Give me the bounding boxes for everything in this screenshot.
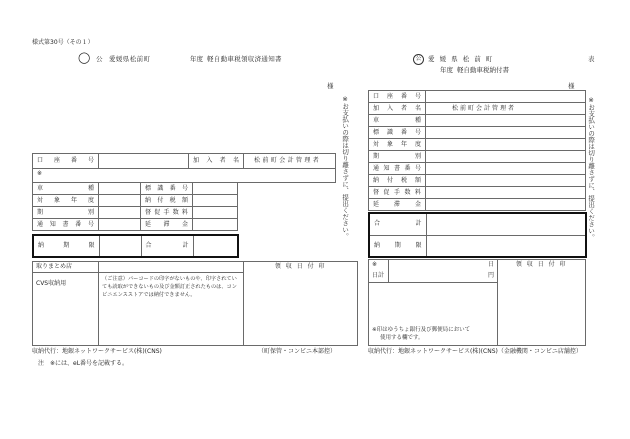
left-due-total-box	[32, 234, 239, 258]
grid-label-cell	[141, 195, 193, 207]
left-el-number-mark: ※	[37, 170, 43, 177]
grid-label-cell	[33, 219, 99, 231]
right-vehicle-type-field	[426, 115, 586, 127]
left-account-row	[33, 154, 336, 169]
grid-label-cell	[141, 183, 193, 195]
circle-mark-icon: ◯	[78, 51, 91, 64]
right-due-date-field	[426, 235, 586, 257]
cvs-label-cell	[33, 273, 99, 346]
day-unit: 日	[487, 261, 494, 269]
right-detail-table	[368, 90, 586, 211]
due-date-field	[99, 235, 141, 257]
grid-label-cell	[33, 207, 99, 219]
right-account-number-field	[426, 91, 586, 103]
due-date-label-cell	[33, 235, 99, 257]
right-holder-value: 松前町会計管理者	[452, 104, 517, 112]
right-receipt-box	[368, 259, 586, 346]
total-label-cell	[141, 235, 193, 257]
right-period-label: 期 別	[373, 152, 421, 160]
table-row	[369, 151, 586, 163]
left-stamp-label: 領 収 日 付 印	[274, 263, 327, 270]
right-label-cell	[369, 91, 426, 103]
postal-note-line-1: ※印はゆうちょ銀行及び郵便局において	[372, 327, 471, 333]
right-period-field	[426, 151, 586, 163]
receipt-mark: ※	[372, 261, 378, 269]
right-label-cell	[369, 175, 426, 187]
table-row	[33, 207, 238, 219]
daily-total-label: 日計	[372, 272, 385, 280]
left-stamp-area	[244, 262, 358, 346]
left-account-number-label-cell	[33, 154, 99, 169]
public-seal-icon	[413, 54, 424, 65]
table-row	[369, 199, 586, 211]
right-label-cell	[369, 139, 426, 151]
target-year-field	[99, 195, 141, 207]
daily-total-label-cell	[369, 271, 389, 283]
cvs-notice: （ご注意）バーコードの印字がないものや、印字されていても読取ができないもの及び金額訂正されたものは、コンビニエンスストアでは納付できません。	[102, 276, 237, 298]
footnote: 注 ※には、eL番号を記載する。	[38, 360, 129, 367]
period-label: 期 別	[37, 208, 94, 216]
cvs-label: CVS収納用	[36, 280, 67, 287]
right-label-cell	[369, 199, 426, 211]
right-stamp-area	[498, 260, 586, 346]
cvs-notice-cell	[99, 273, 244, 346]
table-row	[33, 262, 358, 273]
reminder-fee-field	[193, 207, 238, 219]
left-detail-grid	[32, 182, 238, 231]
vehicle-type-label: 車 種	[37, 184, 94, 192]
table-row	[369, 213, 586, 235]
postal-note-line-2: 使用する欄です。	[380, 335, 424, 341]
table-row	[369, 235, 586, 257]
right-notice-number-field	[426, 163, 586, 175]
left-el-number-cell	[33, 169, 336, 183]
right-target-year-label: 対 象 年 度	[373, 140, 421, 148]
right-label-cell	[369, 187, 426, 199]
left-holder-label-cell	[189, 154, 244, 169]
table-row	[369, 260, 586, 271]
right-label-cell	[369, 163, 426, 175]
left-title: 軽自動車税領収済通知書	[207, 55, 282, 63]
right-total-label: 合 計	[374, 220, 422, 228]
right-late-fee-label: 延 滞 金	[373, 200, 421, 208]
right-reminder-fee-label: 督促手数料	[373, 188, 421, 196]
tax-amount-label: 納 付 税 額	[145, 196, 188, 204]
target-year-label: 対 象 年 度	[37, 196, 94, 204]
left-collection-agent: 収納代行：地銀ネットワークサービス(株)(CNS)	[32, 348, 162, 355]
period-field	[99, 207, 141, 219]
table-row	[369, 139, 586, 151]
left-year-label: 年度	[190, 55, 203, 63]
left-holder-value: 松前町会計管理者	[254, 157, 322, 164]
left-account-number-label: 口 座 番 号	[37, 157, 94, 164]
right-collection-agent: 収納代行：地銀ネットワークサービス(株)(CNS)（金融機関・コンビニ店舗控）	[368, 348, 582, 355]
yen-cell	[389, 271, 498, 283]
right-account-number-label: 口 座 番 号	[373, 92, 421, 100]
table-row	[369, 115, 586, 127]
collecting-store-label-cell	[33, 262, 99, 273]
right-total-label-cell	[369, 213, 426, 235]
total-label: 合 計	[145, 242, 189, 249]
plate-number-label: 標 識 番 号	[145, 184, 188, 192]
table-row	[369, 175, 586, 187]
right-plate-number-field	[426, 127, 586, 139]
table-row	[369, 103, 586, 115]
left-copy-label: （町保管・コンビニ本部控）	[258, 348, 337, 355]
left-holder-value-cell	[244, 154, 336, 169]
right-total-due-box	[368, 212, 587, 258]
right-notice-number-label: 通知書番号	[373, 164, 421, 172]
right-tax-amount-label: 納 付 税 額	[373, 176, 421, 184]
reminder-fee-label: 督促手数料	[145, 208, 188, 216]
notice-number-field	[99, 219, 141, 231]
right-label-cell	[369, 151, 426, 163]
table-row	[33, 183, 238, 195]
table-row	[33, 195, 238, 207]
right-label-cell	[369, 115, 426, 127]
right-vertical-notice: ※お支払いの際は切り離さずに、提出ください。	[587, 96, 596, 241]
side-label: 表	[588, 55, 595, 63]
right-reminder-fee-field	[426, 187, 586, 199]
collecting-store-label: 取りまとめ店	[36, 263, 73, 270]
right-plate-number-label: 標 識 番 号	[373, 128, 421, 136]
right-title: 軽自動車税納付書	[457, 66, 509, 74]
left-el-number-row	[33, 169, 336, 183]
due-date-label: 納 期 限	[38, 242, 95, 249]
late-fee-label: 延 滞 金	[145, 220, 188, 228]
right-due-date-label: 納 期 限	[374, 241, 422, 249]
vehicle-type-field	[99, 183, 141, 195]
day-cell	[389, 260, 498, 271]
right-addressee-suffix: 様	[568, 82, 575, 90]
total-field	[193, 235, 238, 257]
left-receipt-box	[32, 261, 358, 346]
right-holder-value-cell	[426, 103, 586, 115]
table-row	[369, 187, 586, 199]
form-number: 様式第30号（その１）	[32, 39, 94, 46]
right-stamp-label: 領 収 日 付 印	[515, 261, 568, 268]
left-public-mark: 公	[96, 55, 103, 63]
right-label-cell	[369, 127, 426, 139]
left-account-table	[32, 153, 336, 183]
receipt-mark-cell	[369, 260, 389, 271]
left-account-number-field	[99, 154, 189, 169]
tax-amount-field	[193, 195, 238, 207]
grid-label-cell	[33, 195, 99, 207]
table-row	[369, 163, 586, 175]
right-target-year-field	[426, 139, 586, 151]
right-label-cell	[369, 103, 426, 115]
notice-number-label: 通知書番号	[37, 220, 94, 228]
postal-note-cell	[369, 283, 498, 346]
left-municipality: 愛媛県松前町	[109, 55, 151, 63]
table-row	[369, 91, 586, 103]
table-row	[33, 219, 238, 231]
grid-label-cell	[141, 207, 193, 219]
table-row	[369, 127, 586, 139]
plate-number-field	[193, 183, 238, 195]
right-vehicle-type-label: 車 種	[373, 116, 421, 124]
yen-unit: 円	[487, 272, 494, 280]
grid-label-cell	[33, 183, 99, 195]
right-holder-label: 加 入 者 名	[373, 104, 421, 112]
left-addressee-suffix: 様	[327, 82, 334, 90]
grid-label-cell	[141, 219, 193, 231]
right-year-label: 年度	[440, 66, 453, 74]
right-tax-amount-field	[426, 175, 586, 187]
late-fee-field	[193, 219, 238, 231]
table-row	[33, 235, 238, 257]
left-holder-label: 加 入 者 名	[193, 157, 239, 164]
collecting-store-field	[99, 262, 244, 273]
right-due-date-label-cell	[369, 235, 426, 257]
right-municipality: 愛 媛 県 松 前 町	[428, 55, 494, 63]
right-public-mark: 公	[415, 55, 422, 62]
right-late-fee-field	[426, 199, 586, 211]
right-total-field	[426, 213, 586, 235]
left-vertical-notice: ※お支払いの際は切り離さずに、提出ください。	[341, 95, 350, 240]
